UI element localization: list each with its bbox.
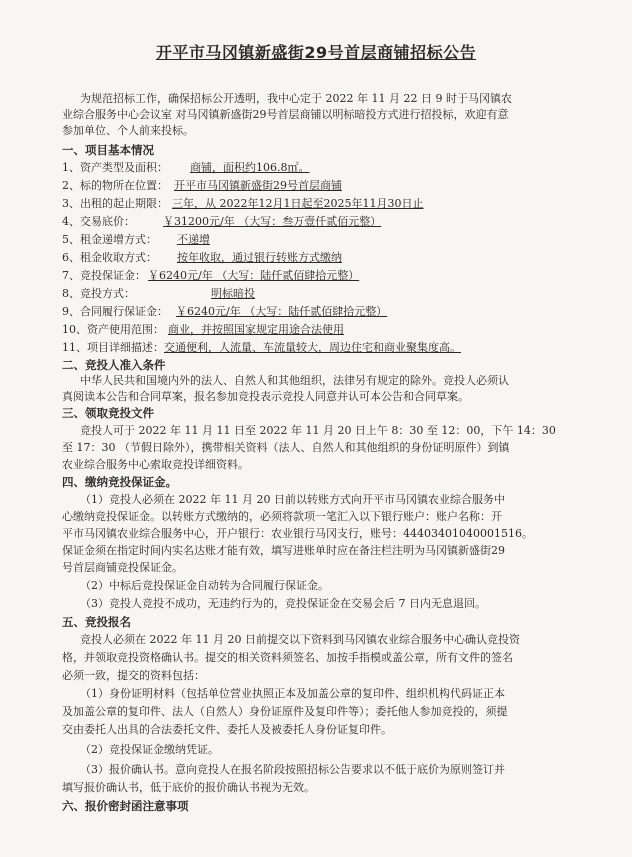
item-6 <box>62 250 622 266</box>
item-value: ￥6240元/年 （大写：陆仟贰佰肆拾元整） <box>176 305 388 318</box>
item-value: 不递增 <box>177 233 210 246</box>
section-4-heading: 四、缴纳竞投保证金。 <box>62 475 177 489</box>
item-label: 9、合同履行保证金： <box>62 305 168 318</box>
s5-line-9: 填写报价确认书，低于底价的报价确认书视为无效。 <box>62 781 315 794</box>
s4-line-2: 心缴纳竞投保证金。以转账方式缴纳的，必须将款项一笔汇入以下银行账户：账户名称：开 <box>62 510 502 523</box>
item-value: 明标暗投 <box>211 287 255 300</box>
item-9 <box>62 304 622 320</box>
item-label: 7、竞投保证金： <box>62 269 146 282</box>
item-5 <box>62 232 622 248</box>
item-7 <box>62 268 622 284</box>
s4-line-4: 保证金须在指定时间内实名达账才能有效，填写进账单时应在备注栏注明为马冈镇新盛街29 <box>62 544 505 557</box>
s2-line-2: 真阅读本公告和合同草案，报名参加竞投表示竞投人同意并认可本公告和合同草案。 <box>62 390 469 403</box>
intro-line-1: 为规范招标工作，确保招标公开透明，我中心定于 2022 年 11 月 22 日 9 时于马冈镇农 <box>80 92 512 105</box>
s5-line-7: （2）竞投保证金缴纳凭证。 <box>80 743 219 756</box>
s4-line-3: 平市马冈镇农业综合服务中心，开户银行：农业银行马冈支行，账号：44403401040001516。 <box>62 527 533 540</box>
item-1 <box>62 160 622 176</box>
s3-line-2: 至 17：30 （节假日除外），携带相关资料（法人、自然人和其他组织的身份证明原件）到镇 <box>62 441 510 454</box>
item-label: 3、出租的起止期限： <box>62 197 168 210</box>
intro-line-2: 业综合服务中心会议室 对马冈镇新盛街29号首层商铺以明标暗投方式进行招投标，欢迎有意 <box>62 108 509 121</box>
item-8 <box>62 286 622 302</box>
intro-line-3: 参加单位、个人前来投标。 <box>62 124 194 137</box>
item-11 <box>62 340 622 356</box>
s4-line-5: 号首层商铺竞投保证金。 <box>62 561 183 574</box>
section-6-heading: 六、报价密封函注意事项 <box>62 799 189 813</box>
s5-line-2: 格，并领取竞投资格确认书。提交的相关资料须签名、加按手指模或盖公章，所有文件的签名 <box>62 651 513 664</box>
s5-line-6: 交由委托人出具的合法委托文件、委托人及被委托人身份证复印件。 <box>62 723 392 736</box>
section-2-heading: 二、竞投人准入条件 <box>62 358 166 372</box>
item-label: 6、租金收取方式： <box>62 251 157 264</box>
item-label: 8、竞投方式： <box>62 287 135 300</box>
item-value: ￥31200元/年 （大写：叁万壹仟贰佰元整） <box>163 215 382 228</box>
item-label: 11、项目详细描述： <box>62 341 164 354</box>
item-value: 按年收取，通过银行转账方式缴纳 <box>177 251 342 264</box>
s5-line-3: 必须一致，提交的资料包括： <box>62 669 205 682</box>
s5-line-4: （1）身份证明材料（包括单位营业执照正本及加盖公章的复印件、组织机构代码证正本 <box>80 687 505 700</box>
s4-line-6: （2）中标后竞投保证金自动转为合同履行保证金。 <box>80 579 329 592</box>
item-label: 1、资产类型及面积： <box>62 161 168 174</box>
section-5-heading: 五、竞投报名 <box>62 615 131 629</box>
document-title: 开平市马冈镇新盛街29号首层商铺招标公告 <box>155 43 477 62</box>
s4-line-1: （1）竞投人必须在 2022 年 11 月 20 日前以转账方式向开平市马冈镇农业综合服务中 <box>80 493 505 506</box>
item-label: 10、资产使用范围： <box>62 323 164 336</box>
item-label: 5、租金递增方式： <box>62 233 157 246</box>
item-value: 交通便利，人流量、车流量较大，周边住宅和商业聚集度高。 <box>164 341 461 354</box>
s4-line-7: （3）竞投人竞投不成功，无违约行为的，竞投保证金在交易会后 7 日内无息退回。 <box>80 597 486 610</box>
s3-line-3: 农业综合服务中心索取竞投详细资料。 <box>62 458 249 471</box>
s5-line-5: 及加盖公章的复印件、法人（自然人）身份证原件及复印件等）；委托他人参加竞投的，须提 <box>62 705 508 718</box>
item-value: 开平市马冈镇新盛街29号首层商铺 <box>174 179 342 192</box>
section-3-heading: 三、领取竞投文件 <box>62 406 154 420</box>
section-1-heading: 一、项目基本情况 <box>62 143 154 157</box>
item-10 <box>62 322 622 338</box>
item-value: 三年，从 2022年12月1日起至2025年11月30日止 <box>172 197 424 210</box>
s5-line-8: （3）报价确认书。意向竞投人在报名阶段按照招标公告要求以不低于底价为原则签订并 <box>80 763 505 776</box>
item-value: ￥6240元/年 （大写：陆仟贰佰肆拾元整） <box>148 269 360 282</box>
item-label: 4、交易底价： <box>62 215 135 228</box>
item-label: 2、标的物所在位置： <box>62 179 168 192</box>
item-4 <box>62 214 622 230</box>
item-value: 商业，并按照国家规定用途合法使用 <box>168 323 344 336</box>
item-3 <box>62 196 622 212</box>
s5-line-1: 竞投人必须在 2022 年 11 月 20 日前提交以下资料到马冈镇农业综合服务中心确认竞投资 <box>80 633 520 646</box>
s3-line-1: 竞投人可于 2022 年 11 月 11 日至 2022 年 11 月 20 日上午 8：30 至 12：00，下午 14：30 <box>80 424 556 437</box>
item-value: 商铺，面积约106.8㎡。 <box>190 161 310 174</box>
s2-line-1: 中华人民共和国境内外的法人、自然人和其他组织，法律另有规定的除外。竞投人必须认 <box>80 374 509 387</box>
item-2 <box>62 178 622 194</box>
